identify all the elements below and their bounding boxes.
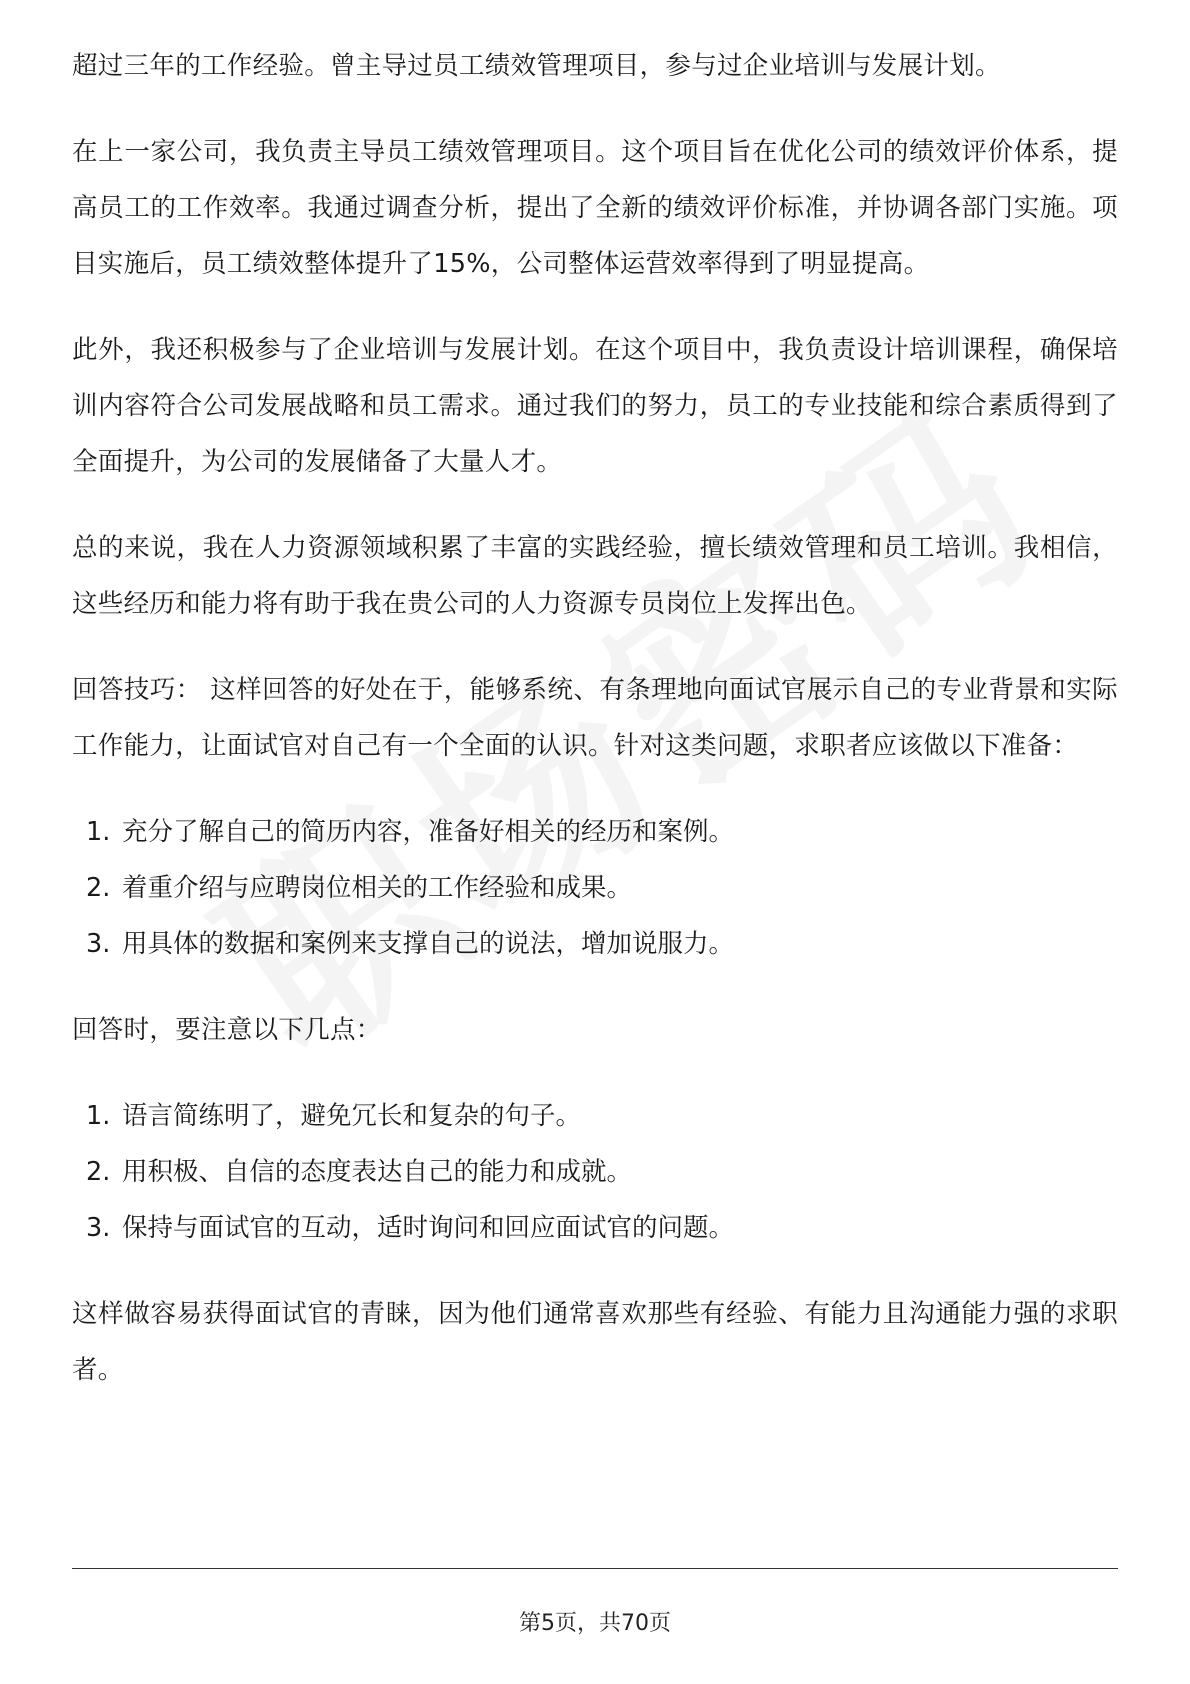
list-item (72, 1200, 1118, 1256)
paragraph-performance-project: 在上一家公司，我负责主导员工绩效管理项目。这个项目旨在优化公司的绩效评价体系，提高员工的工作效率。我通过调查分析，提出了全新的绩效评价标准，并协调各部门实施。项目实施后，员工绩效整体提升了15%，公司整体运营效率得到了明显提高。 (72, 137, 1118, 279)
paragraph-experience-summary: 超过三年的工作经验。曾主导过员工绩效管理项目，参与过企业培训与发展计划。 (72, 51, 1001, 81)
list-number: 1. (86, 817, 111, 847)
document-body (72, 38, 1118, 1428)
footer-divider (72, 1568, 1118, 1569)
list-number: 2. (86, 1157, 111, 1187)
list-number: 1. (86, 1101, 111, 1131)
list-number: 3. (86, 1213, 111, 1243)
list-item (72, 916, 1118, 972)
list-text: 语言简练明了，避免冗长和复杂的句子。 (122, 1101, 582, 1131)
list-item (72, 804, 1118, 860)
preparation-list (72, 804, 1118, 972)
list-text: 用具体的数据和案例来支撑自己的说法，增加说服力。 (122, 929, 735, 959)
paragraph-answer-tips: 回答技巧： 这样回答的好处在于，能够系统、有条理地向面试官展示自己的专业背景和实际工作能力，让面试官对自己有一个全面的认识。针对这类问题，求职者应该做以下准备： (72, 675, 1118, 761)
attention-list (72, 1088, 1118, 1256)
paragraph-attention-points: 回答时，要注意以下几点： (72, 1015, 382, 1045)
paragraph-closing: 这样做容易获得面试官的青睐，因为他们通常喜欢那些有经验、有能力且沟通能力强的求职者。 (72, 1299, 1118, 1385)
list-number: 3. (86, 929, 111, 959)
list-number: 2. (86, 873, 111, 903)
list-item (72, 1088, 1118, 1144)
list-item (72, 1144, 1118, 1200)
list-item (72, 860, 1118, 916)
list-text: 充分了解自己的简历内容，准备好相关的经历和案例。 (122, 817, 735, 847)
paragraph-training-project: 此外，我还积极参与了企业培训与发展计划。在这个项目中，我负责设计培训课程，确保培训内容符合公司发展战略和员工需求。通过我们的努力，员工的专业技能和综合素质得到了全面提升，为公司的发展储备了大量人才。 (72, 335, 1118, 477)
list-text: 保持与面试官的互动，适时询问和回应面试官的问题。 (122, 1213, 735, 1243)
list-text: 用积极、自信的态度表达自己的能力和成就。 (122, 1157, 633, 1187)
paragraph-conclusion: 总的来说，我在人力资源领域积累了丰富的实践经验，擅长绩效管理和员工培训。我相信，这些经历和能力将有助于我在贵公司的人力资源专员岗位上发挥出色。 (72, 533, 1118, 619)
list-text: 着重介绍与应聘岗位相关的工作经验和成果。 (122, 873, 633, 903)
page-number: 第5页，共70页 (519, 1611, 671, 1636)
